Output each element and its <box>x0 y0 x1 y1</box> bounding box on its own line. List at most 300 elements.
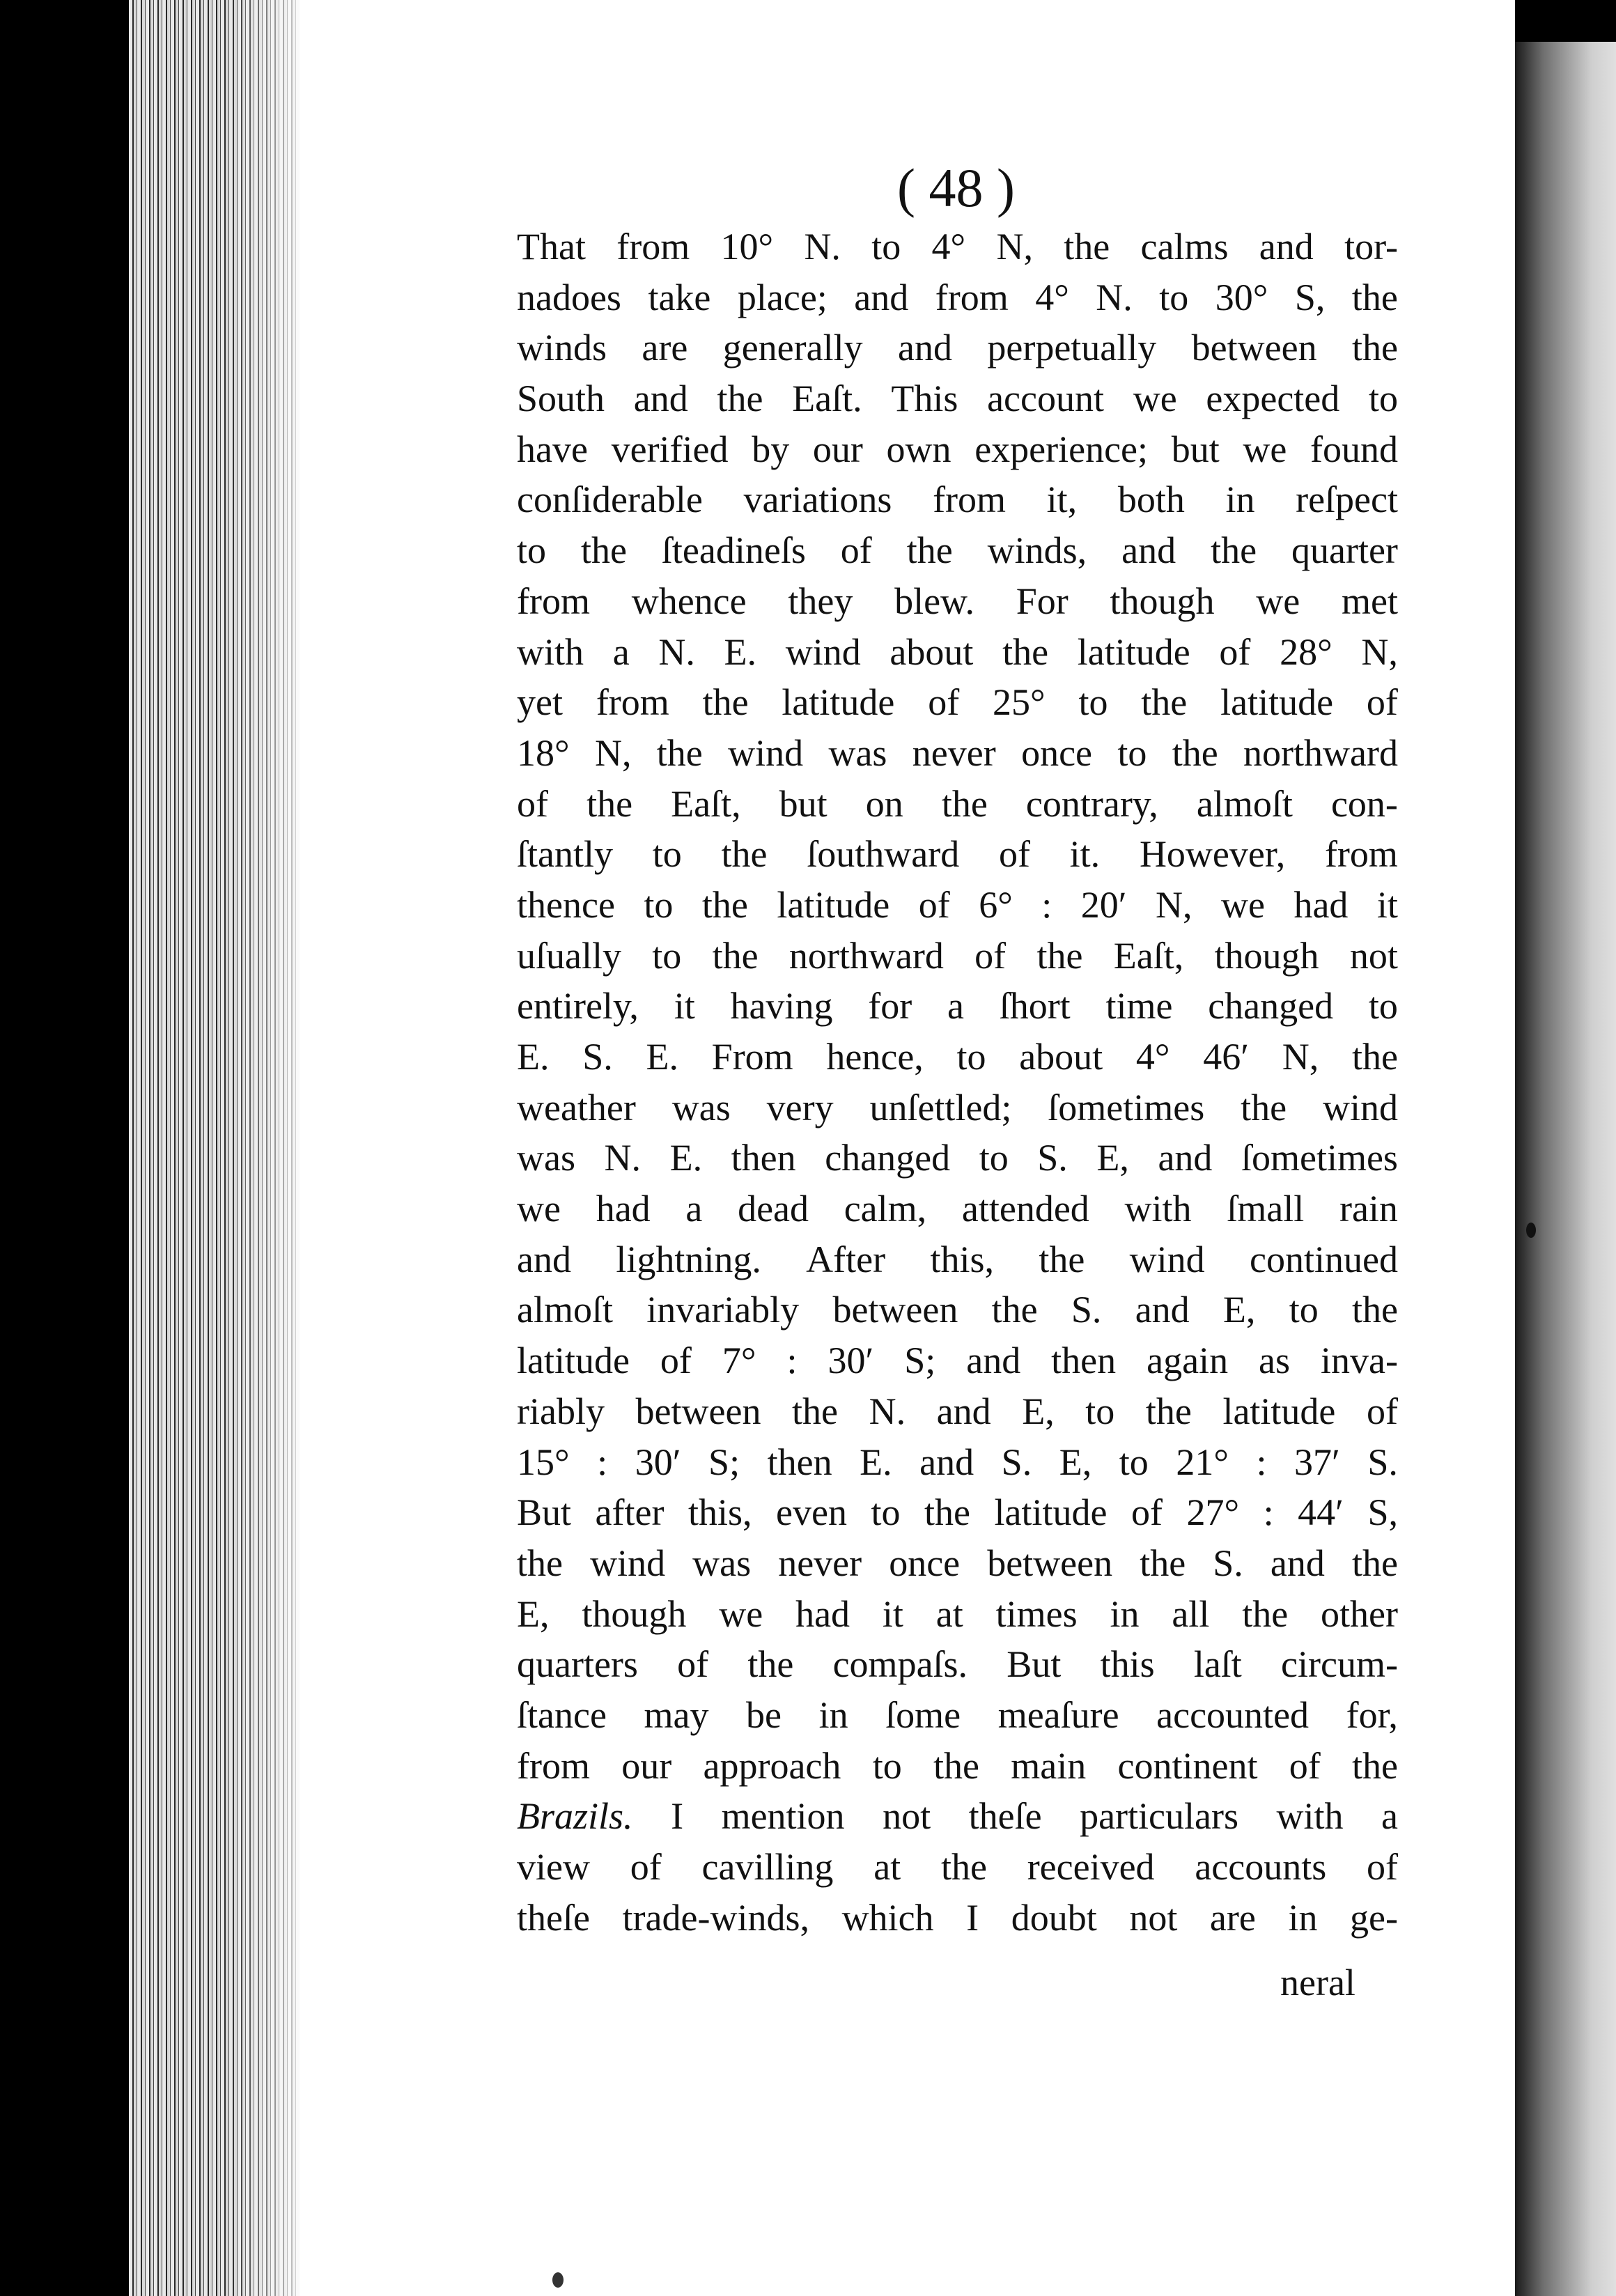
word: 15° <box>517 1441 570 1483</box>
word: and <box>1270 1542 1325 1584</box>
text-line <box>517 1791 1398 1842</box>
word: not <box>1349 934 1398 977</box>
word: After <box>806 1238 886 1280</box>
word: then <box>731 1137 796 1179</box>
word: accounted <box>1156 1693 1310 1736</box>
word: the <box>656 731 703 774</box>
word: of <box>1289 1744 1321 1787</box>
word: wind <box>1129 1238 1205 1280</box>
text-line <box>517 1285 1398 1335</box>
text-line <box>517 1083 1398 1133</box>
word: once <box>1021 731 1092 774</box>
word: by <box>752 428 790 470</box>
word: N, <box>1361 630 1398 673</box>
word: a <box>947 985 964 1027</box>
word: the <box>906 529 953 572</box>
word: was <box>692 1542 752 1584</box>
word: dead <box>738 1188 809 1230</box>
word: ſometimes <box>1048 1086 1205 1128</box>
catchword: neral <box>1280 1962 1355 2003</box>
word: the <box>1141 681 1188 724</box>
italic-word: Brazils. <box>517 1795 633 1838</box>
word: But <box>517 1491 572 1534</box>
word: have <box>517 428 588 470</box>
word: 37′ <box>1294 1441 1340 1483</box>
word: 30′ <box>635 1441 681 1483</box>
word: and <box>919 1441 974 1483</box>
word: to <box>872 1744 902 1787</box>
word: : <box>786 1340 798 1382</box>
word: S; <box>904 1340 936 1382</box>
word: expected <box>1206 378 1340 420</box>
word: N, <box>996 226 1033 267</box>
word: with <box>517 630 584 673</box>
word: N. <box>604 1137 642 1179</box>
word: it. <box>1069 833 1101 876</box>
word: not <box>883 1795 931 1838</box>
word: Eaſt. <box>792 378 862 420</box>
word: : <box>1263 1491 1274 1534</box>
word: from <box>596 681 669 724</box>
word: attended <box>961 1188 1089 1230</box>
text-line <box>517 1639 1398 1690</box>
text-line <box>517 880 1398 931</box>
word: the <box>1242 1592 1289 1635</box>
text-line <box>517 1487 1398 1538</box>
word: 25° <box>993 681 1046 724</box>
word: For <box>1016 580 1069 622</box>
word: cavilling <box>701 1846 834 1888</box>
word: the <box>721 833 768 876</box>
word: of <box>918 883 950 926</box>
word: That <box>517 226 586 267</box>
word: 10° <box>720 226 774 267</box>
word: of <box>1366 1390 1398 1432</box>
word: the <box>1241 1086 1287 1128</box>
word: may <box>644 1693 709 1736</box>
word: once <box>889 1542 961 1584</box>
word: of <box>928 681 960 724</box>
word: N, <box>1282 1036 1319 1078</box>
word: conſiderable <box>517 479 703 521</box>
word: but <box>1171 428 1220 470</box>
word: between <box>832 1289 958 1331</box>
word: to <box>1368 378 1398 420</box>
word: to <box>979 1137 1009 1179</box>
word: of <box>660 1340 692 1382</box>
word: about <box>1019 1036 1103 1078</box>
text-line <box>517 373 1398 424</box>
word: ge- <box>1350 1896 1398 1939</box>
word: never <box>912 731 996 774</box>
word: from <box>517 1744 590 1787</box>
margin-ink-mark <box>1526 1223 1536 1238</box>
word: and <box>517 1238 571 1280</box>
word: meaſure <box>997 1693 1119 1736</box>
word: after <box>595 1491 665 1534</box>
word: to <box>1119 1441 1149 1483</box>
word: this, <box>687 1491 752 1534</box>
word: E. <box>646 1036 678 1078</box>
word: of <box>1367 1846 1398 1888</box>
word: the <box>1039 1238 1085 1280</box>
word: riably <box>517 1390 605 1432</box>
word: of <box>1131 1491 1163 1534</box>
word: perpetually <box>987 327 1157 369</box>
word: of <box>1366 681 1398 724</box>
word: was <box>517 1137 575 1179</box>
word: times <box>995 1592 1078 1635</box>
word: whence <box>631 580 747 622</box>
word: and <box>854 276 909 318</box>
word: to <box>652 934 682 977</box>
word: to <box>1085 1390 1115 1432</box>
body-text <box>517 222 1398 1943</box>
word: However, <box>1139 833 1286 876</box>
word: ſouthward <box>807 833 960 876</box>
word: and <box>898 327 952 369</box>
word: then <box>1051 1340 1117 1382</box>
word: of <box>1219 630 1251 673</box>
word: northward <box>1243 731 1398 774</box>
text-line <box>517 1690 1398 1741</box>
word: though <box>1110 580 1215 622</box>
word: to <box>956 1036 986 1078</box>
word: wind <box>1322 1086 1398 1128</box>
word: calm, <box>844 1188 927 1230</box>
word: for, <box>1346 1693 1398 1736</box>
word: unſettled; <box>869 1086 1012 1128</box>
word: changed <box>1208 985 1334 1027</box>
bottom-ink-mark <box>552 2272 564 2288</box>
word: con- <box>1330 782 1398 825</box>
word: having <box>730 985 833 1027</box>
word: S, <box>1294 276 1326 318</box>
word: for <box>868 985 912 1027</box>
word: we <box>1133 378 1177 420</box>
word: though <box>1214 934 1319 977</box>
word: and <box>633 378 688 420</box>
word: the <box>517 1542 563 1584</box>
word: between <box>1191 327 1317 369</box>
word: between <box>987 1542 1113 1584</box>
word: : <box>1041 883 1052 926</box>
word: ſtantly <box>517 833 613 876</box>
word: invariably <box>646 1289 800 1331</box>
word: ſhort <box>999 985 1071 1027</box>
word: N, <box>594 731 632 774</box>
word: laſt <box>1193 1643 1242 1686</box>
word: S. <box>1001 1441 1032 1483</box>
word: the <box>924 1491 970 1534</box>
word: theſe <box>968 1795 1042 1838</box>
word: E, <box>1222 1289 1256 1331</box>
word: and <box>1135 1289 1190 1331</box>
word: doubt <box>1011 1896 1097 1939</box>
word: to <box>1368 985 1398 1027</box>
word: South <box>517 378 605 420</box>
word: the <box>702 681 749 724</box>
word: N. <box>869 1390 906 1432</box>
word: winds <box>517 327 607 369</box>
text-line <box>517 931 1398 982</box>
word: of <box>840 529 872 572</box>
word: we <box>719 1592 763 1635</box>
word: E. <box>860 1441 892 1483</box>
word: of <box>517 782 548 825</box>
word: are <box>1209 1896 1256 1939</box>
word: account <box>987 378 1104 420</box>
word: almoſt <box>1196 782 1293 825</box>
text-line <box>517 1032 1398 1083</box>
word: time <box>1105 985 1173 1027</box>
word: the <box>712 934 759 977</box>
word: E. <box>517 1036 550 1078</box>
word: latitude <box>1077 630 1190 673</box>
word: hence, <box>826 1036 924 1078</box>
word: the <box>1351 327 1398 369</box>
word: of <box>998 833 1030 876</box>
text-line <box>517 829 1398 880</box>
word: at <box>873 1846 901 1888</box>
word: to <box>652 833 682 876</box>
word: was <box>828 731 887 774</box>
word: between <box>635 1390 761 1432</box>
word: a <box>1381 1795 1398 1838</box>
word: found <box>1310 428 1398 470</box>
word: to <box>1117 731 1147 774</box>
word: 4° <box>1035 276 1069 318</box>
word: to <box>871 226 901 267</box>
word: and <box>1259 226 1314 267</box>
word: the <box>747 1643 794 1686</box>
word: from <box>935 276 1009 318</box>
word: 44′ <box>1298 1491 1344 1534</box>
word: it <box>674 985 695 1027</box>
word: this, <box>930 1238 994 1280</box>
text-line <box>517 1437 1398 1488</box>
word: E, <box>1022 1390 1055 1432</box>
word: of <box>630 1846 662 1888</box>
word: calms <box>1140 226 1229 267</box>
word: had <box>795 1592 850 1635</box>
word: the <box>1352 1744 1398 1787</box>
word: received <box>1027 1846 1155 1888</box>
word: latitude <box>1220 681 1334 724</box>
facing-page-edge <box>1515 42 1616 2296</box>
word: which <box>841 1896 934 1939</box>
word: the <box>792 1390 839 1432</box>
word: place; <box>737 276 828 318</box>
word: both <box>1117 479 1185 521</box>
text-line <box>517 576 1398 627</box>
word: from <box>933 479 1007 521</box>
word: tor- <box>1344 226 1398 267</box>
word: Eaſt, <box>671 782 741 825</box>
word: the <box>1140 1542 1186 1584</box>
word: in <box>1110 1592 1140 1635</box>
word: S, <box>1367 1491 1398 1534</box>
text-line <box>517 525 1398 576</box>
word: in <box>818 1693 848 1736</box>
word: though <box>582 1592 687 1635</box>
word: 28° <box>1280 630 1333 673</box>
word: experience; <box>974 428 1149 470</box>
word: about <box>889 630 974 673</box>
word: weather <box>517 1086 636 1128</box>
text-line <box>517 1335 1398 1386</box>
word: to <box>644 883 674 926</box>
text-line <box>517 728 1398 779</box>
word: thence <box>517 883 615 926</box>
word: accounts <box>1195 1846 1327 1888</box>
word: and <box>936 1390 991 1432</box>
text-line <box>517 323 1398 373</box>
text-line <box>517 1133 1398 1184</box>
word: S; <box>708 1441 740 1483</box>
word: then <box>767 1441 832 1483</box>
word: even <box>776 1491 847 1534</box>
word: of <box>974 934 1007 977</box>
word: trade-winds, <box>622 1896 809 1939</box>
word: lightning. <box>616 1238 761 1280</box>
word: But <box>1007 1643 1062 1686</box>
word: the <box>701 883 748 926</box>
word: E, <box>1059 1441 1092 1483</box>
text-line <box>517 1842 1398 1893</box>
word: latitude <box>777 883 890 926</box>
word: a <box>612 630 630 673</box>
word: 6° <box>979 883 1013 926</box>
word: a <box>685 1188 703 1230</box>
page-edge-shadow <box>230 0 306 2296</box>
word: continued <box>1250 1238 1398 1280</box>
word: E. <box>724 630 757 673</box>
word: blew. <box>894 580 975 622</box>
word: rain <box>1339 1188 1398 1230</box>
word: compaſs. <box>832 1643 968 1686</box>
word: 30′ <box>828 1340 874 1382</box>
word: we <box>1243 428 1287 470</box>
word: S. <box>1037 1137 1068 1179</box>
word: N. <box>658 630 695 673</box>
word: northward <box>788 934 944 977</box>
word: This <box>891 378 958 420</box>
page-number: ( 48 ) <box>897 157 1015 218</box>
text-line <box>517 1589 1398 1640</box>
word: 20′ <box>1080 883 1127 926</box>
word: the <box>1351 1036 1398 1078</box>
text-line <box>517 1184 1398 1234</box>
word: E, <box>517 1592 550 1635</box>
word: winds, <box>987 529 1087 572</box>
word: they <box>788 580 853 622</box>
word: not <box>1129 1896 1178 1939</box>
word: : <box>597 1441 608 1483</box>
word: reſpect <box>1296 479 1398 521</box>
word: of <box>677 1643 709 1686</box>
word: was <box>671 1086 731 1128</box>
text-line <box>517 1538 1398 1589</box>
text-line <box>517 1386 1398 1437</box>
word: be <box>746 1693 782 1736</box>
word: the <box>1036 934 1083 977</box>
word: wind <box>590 1542 666 1584</box>
word: it <box>882 1592 903 1635</box>
word: the <box>941 782 988 825</box>
word: ſteadineſs <box>661 529 806 572</box>
word: we <box>1256 580 1300 622</box>
word: had <box>1293 883 1349 926</box>
text-line <box>517 627 1398 678</box>
word: our <box>812 428 863 470</box>
word: we <box>1221 883 1265 926</box>
word: with <box>1124 1188 1192 1230</box>
word: almoſt <box>517 1289 613 1331</box>
word: with <box>1276 1795 1344 1838</box>
word: the <box>940 1846 987 1888</box>
word: generally <box>722 327 863 369</box>
text-line <box>517 1893 1398 1944</box>
word: from <box>1324 833 1398 876</box>
word: latitude <box>517 1340 630 1382</box>
text-line <box>517 424 1398 475</box>
text-line <box>517 1234 1398 1285</box>
word: it <box>1376 883 1398 926</box>
word: S. <box>582 1036 613 1078</box>
word: : <box>1256 1441 1267 1483</box>
word: the <box>1351 276 1398 318</box>
word: particulars <box>1080 1795 1238 1838</box>
word: the <box>717 378 763 420</box>
word: continent <box>1117 1744 1258 1787</box>
word: from <box>517 580 590 622</box>
word: view <box>517 1846 590 1888</box>
word: 21° <box>1176 1441 1229 1483</box>
word: met <box>1341 580 1398 622</box>
word: we <box>517 1188 561 1230</box>
word: circum- <box>1281 1643 1398 1686</box>
word: ſtance <box>517 1693 607 1736</box>
word: the <box>1351 1289 1398 1331</box>
word: own <box>886 428 951 470</box>
word: the <box>991 1289 1038 1331</box>
word: quarter <box>1291 529 1398 572</box>
text-line <box>517 779 1398 830</box>
word: the <box>933 1744 979 1787</box>
word: S. <box>1213 1542 1243 1584</box>
word: as <box>1259 1340 1291 1382</box>
word: very <box>766 1086 834 1128</box>
word: our <box>621 1744 672 1787</box>
word: uſually <box>517 934 621 977</box>
word: from <box>616 226 690 267</box>
word: ſome <box>885 1693 961 1736</box>
word: to <box>1078 681 1108 724</box>
word: to <box>871 1491 901 1534</box>
word: From <box>711 1036 793 1078</box>
word: at <box>935 1592 963 1635</box>
word: and <box>1158 1137 1213 1179</box>
word: the <box>1351 1542 1398 1584</box>
word: entirely, <box>517 985 639 1027</box>
word: the <box>1172 731 1218 774</box>
word: 7° <box>722 1340 756 1382</box>
word: in <box>1288 1896 1318 1939</box>
word: the <box>580 529 627 572</box>
word: Eaſt, <box>1113 934 1184 977</box>
word: again <box>1147 1340 1229 1382</box>
